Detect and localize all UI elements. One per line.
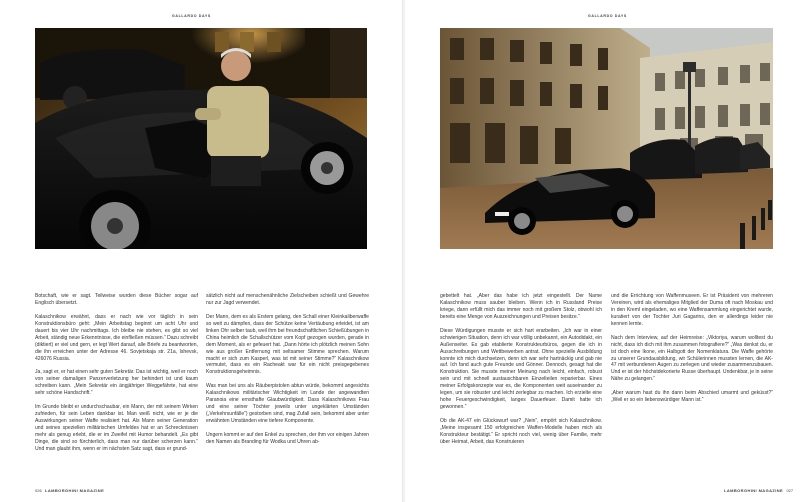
paragraph: Ungern kommt er auf den Enkel zu sprechen, der ihm vor einigen Jahren den Namen als Branding für Wodka und Uhren ab- (206, 431, 369, 445)
right-page-column-1 (440, 293, 602, 453)
paragraph: Diese Würdigungen musste er sich hart erarbeiten. „Ich war in einer schwierigen Situation, denn ich war völlig unbekannt, ein Autodidakt, ein Außenseiter. Es gab etablierte Konstrukteurbüros, gegen die ich in Ausschreibungen und Wettbewerben antrat. Ohne spezielle Ausbildung konnte ich mich durchsetzen, denn ich war sehr hartnäckig und gab nie auf. Ich fand auch gute Freunde und Gönner. Dennoch, gesagt hat die Konstruktion. Sie musste meiner Meinung nach leicht, einfach, robust sein und mit schnell austauschbaren Einzelteilen reparierbar. Eines meiner Erfolgskonzepte war es, die Komponenten weit auseinander zu legen, um sie robuster und leicht zerlegbar zu machen. Ich erzielte eine hohe Feuergeschwindigkeit, langes Dauerfeuer. Damit hatte ich gewonnen.“ (440, 327, 602, 411)
paragraph: gebettelt hat. „Aber das habe ich jetzt eingestellt. Der Name Kalaschnikow muss sauber bleiben. Wenn ich in Russland Preise kriege, dann erfüllt mich das immer noch mit großem Stolz, obwohl ich bereits eine Menge von Auszeichnungen und Preisen besitze.“ (440, 293, 602, 320)
paragraph: Was man bei uns als Räuberpistolen abtun würde, bekommt angesichts Kalaschnikows militärischer Wichtigkeit im Lande der angewandten Paranoia eine ernsthafte Glaubwürdigkeit. Dass Kalaschnikows Frau und eine seiner Töchter jeweils unter ungeklärten Umständen („Verkehrsunfälle“) gestorben sind, mag Zufall sein, bekommt aber unter erwähnten Umständen eine tiefere Komponente. (206, 383, 369, 425)
left-page-column-2 (206, 293, 369, 453)
right-page (405, 0, 810, 502)
left-page-column-1 (35, 293, 198, 460)
paragraph: sätzlich nicht auf menschenähnliche Zielscheiben schießt und Gewehre nur zur Jagd verwendet. (206, 293, 369, 306)
paragraph: Nach dem Interview, auf der Heimreise: „Viktoriya, warum wolltest du nicht, dass ich dich mit ihm zusammen fotografiere?“ „Was denkst du, er ist doch eine Ikone, ein Halbgott der Nomenklatura. Die Waffe gehörte zu unserer Grundausbildung, wir Schülerinnen mussten lernen, die AK-47 mit verbundenen Augen zu zerlegen und wieder zusammenzubauen. Und er ist der höchstdekorierte Russe überhaupt. Undenkbar, je in seine Nähe zu gelangen.“ (611, 334, 773, 383)
paragraph: Ob die AK-47 ein Glückswurf war? „Nein“, empört sich Kalaschnikow. „Meine insgesamt 150 erfolgreichen Waffen-Modelle haben mich als Konstrukteur bestätigt.“ Er spricht noch viel, wenig über Familie, mehr über Heimat, Arbeit, das Konstruieren (440, 418, 602, 445)
paragraph: Botschaft, wie er sagt. Teilweise wurden diese Bücher sogar auf Englisch übersetzt. (35, 293, 198, 306)
left-page (0, 0, 403, 502)
magazine-name: LAMBORGHINI MAGAZINE (724, 488, 784, 493)
paragraph: „Aber warum hast du ihn dann beim Abschied umarmt und geküsst?“ „Weil er so ein liebenswürdiger Mann ist.“ (611, 390, 773, 404)
photo-gallardo-paris-street (440, 28, 773, 249)
running-head-right: GALLARDO DAYS (588, 14, 627, 18)
page-number: 027 (786, 488, 794, 493)
right-page-column-2 (611, 293, 773, 411)
paragraph: und die Errichtung von Waffenmuseen. Er ist Präsident von mehreren Vereinen, wird als ehemaliges Mitglied der Duma oft nach Moskau und in den Kreml eingeladen, wo eine Waffensammlung eingerichtet wurde, kuratiert von der Tochter Juri Gagarins, den er allerdings leider nie kennen lernte. (611, 293, 773, 327)
folio-left (35, 488, 104, 493)
folio-right (724, 488, 793, 493)
paragraph: Ja, sagt er, er hat einen sehr guten Sekretär. Das ist wichtig, weil er noch von seiner damaligen Panzerverletzung her behindert ist und kaum schreiben kann. „Mein Sekretär ein ängjähriger Weggefährte, hat eine sehr schöne Handschrift.“ (35, 369, 198, 397)
paragraph: Der Mann, dem es als Erstem gelang, den Schall einer Kleinkaliberwaffe so weit zu dämpfen, dass der Schütze keine Vertäubung erleidet, ist am linken Ohr selber taub, weil ihm bei freundschaftlichen Schießübungen in China heimlich die Schallschützer vom Kopf gezogen wurden, gerade in dem Moment, als er gefeuert hat. „Dann hörte ich plötzlich meinen Sohn wie aus großer Entfernung mit seltsamer Stimme sprechen. Warum macht er sich zum Kasperl, was ist mit seiner Stimme?“ Kalaschnikow vermutet, dass es ein Racheakt war für ein nicht preisgegebenes Konstruktionsgeheimnis. (206, 313, 369, 376)
magazine-name: LAMBORGHINI MAGAZINE (45, 488, 105, 493)
running-head-left: GALLARDO DAYS (172, 14, 211, 18)
paragraph: Im Grunde bleibt er undurchschaubar, ein Mann, der mit seinem Wirken zufrieden, für sein Leben dankbar ist. Man weiß nicht, wie er je die Auswirkungen seiner Waffe realisiert hat. Als Mann seiner Generation und seines speziellen militärischen Umfeldes hat er an Schrecknissen mehr als genug erlebt, die er im Zweifel mit Humor behandelt. „Es gibt Dinge, die sind so fürchterlich, dass man nur darüber scherzen kann.“ Und man glaubt ihm, wenn er im nächsten Satz sagt, dass er grund- (35, 404, 198, 452)
page-number: 026 (35, 488, 42, 493)
photo-man-in-car (35, 28, 367, 249)
paragraph: Kalaschnikow erwähnt, dass er nach wie vor täglich in sein Konstruktionsbüro geht: „Mein Arbeitstag beginnt um acht Uhr und dauert bis vier Uhr nachmittags. Ich bleibe nie stehen, es gibt so viel Arbeit, ständig neue Erkenntnisse, die einfließen müssen.“ Dazu schreibt (diktiert) er viel und gern, er legt Wert darauf, alle Briefe zu beantworten, die ihn erreichen unter der Adresse 46. Sovjetskaja str. 21a, Ishevsk, 426076 Russia. (35, 313, 198, 362)
